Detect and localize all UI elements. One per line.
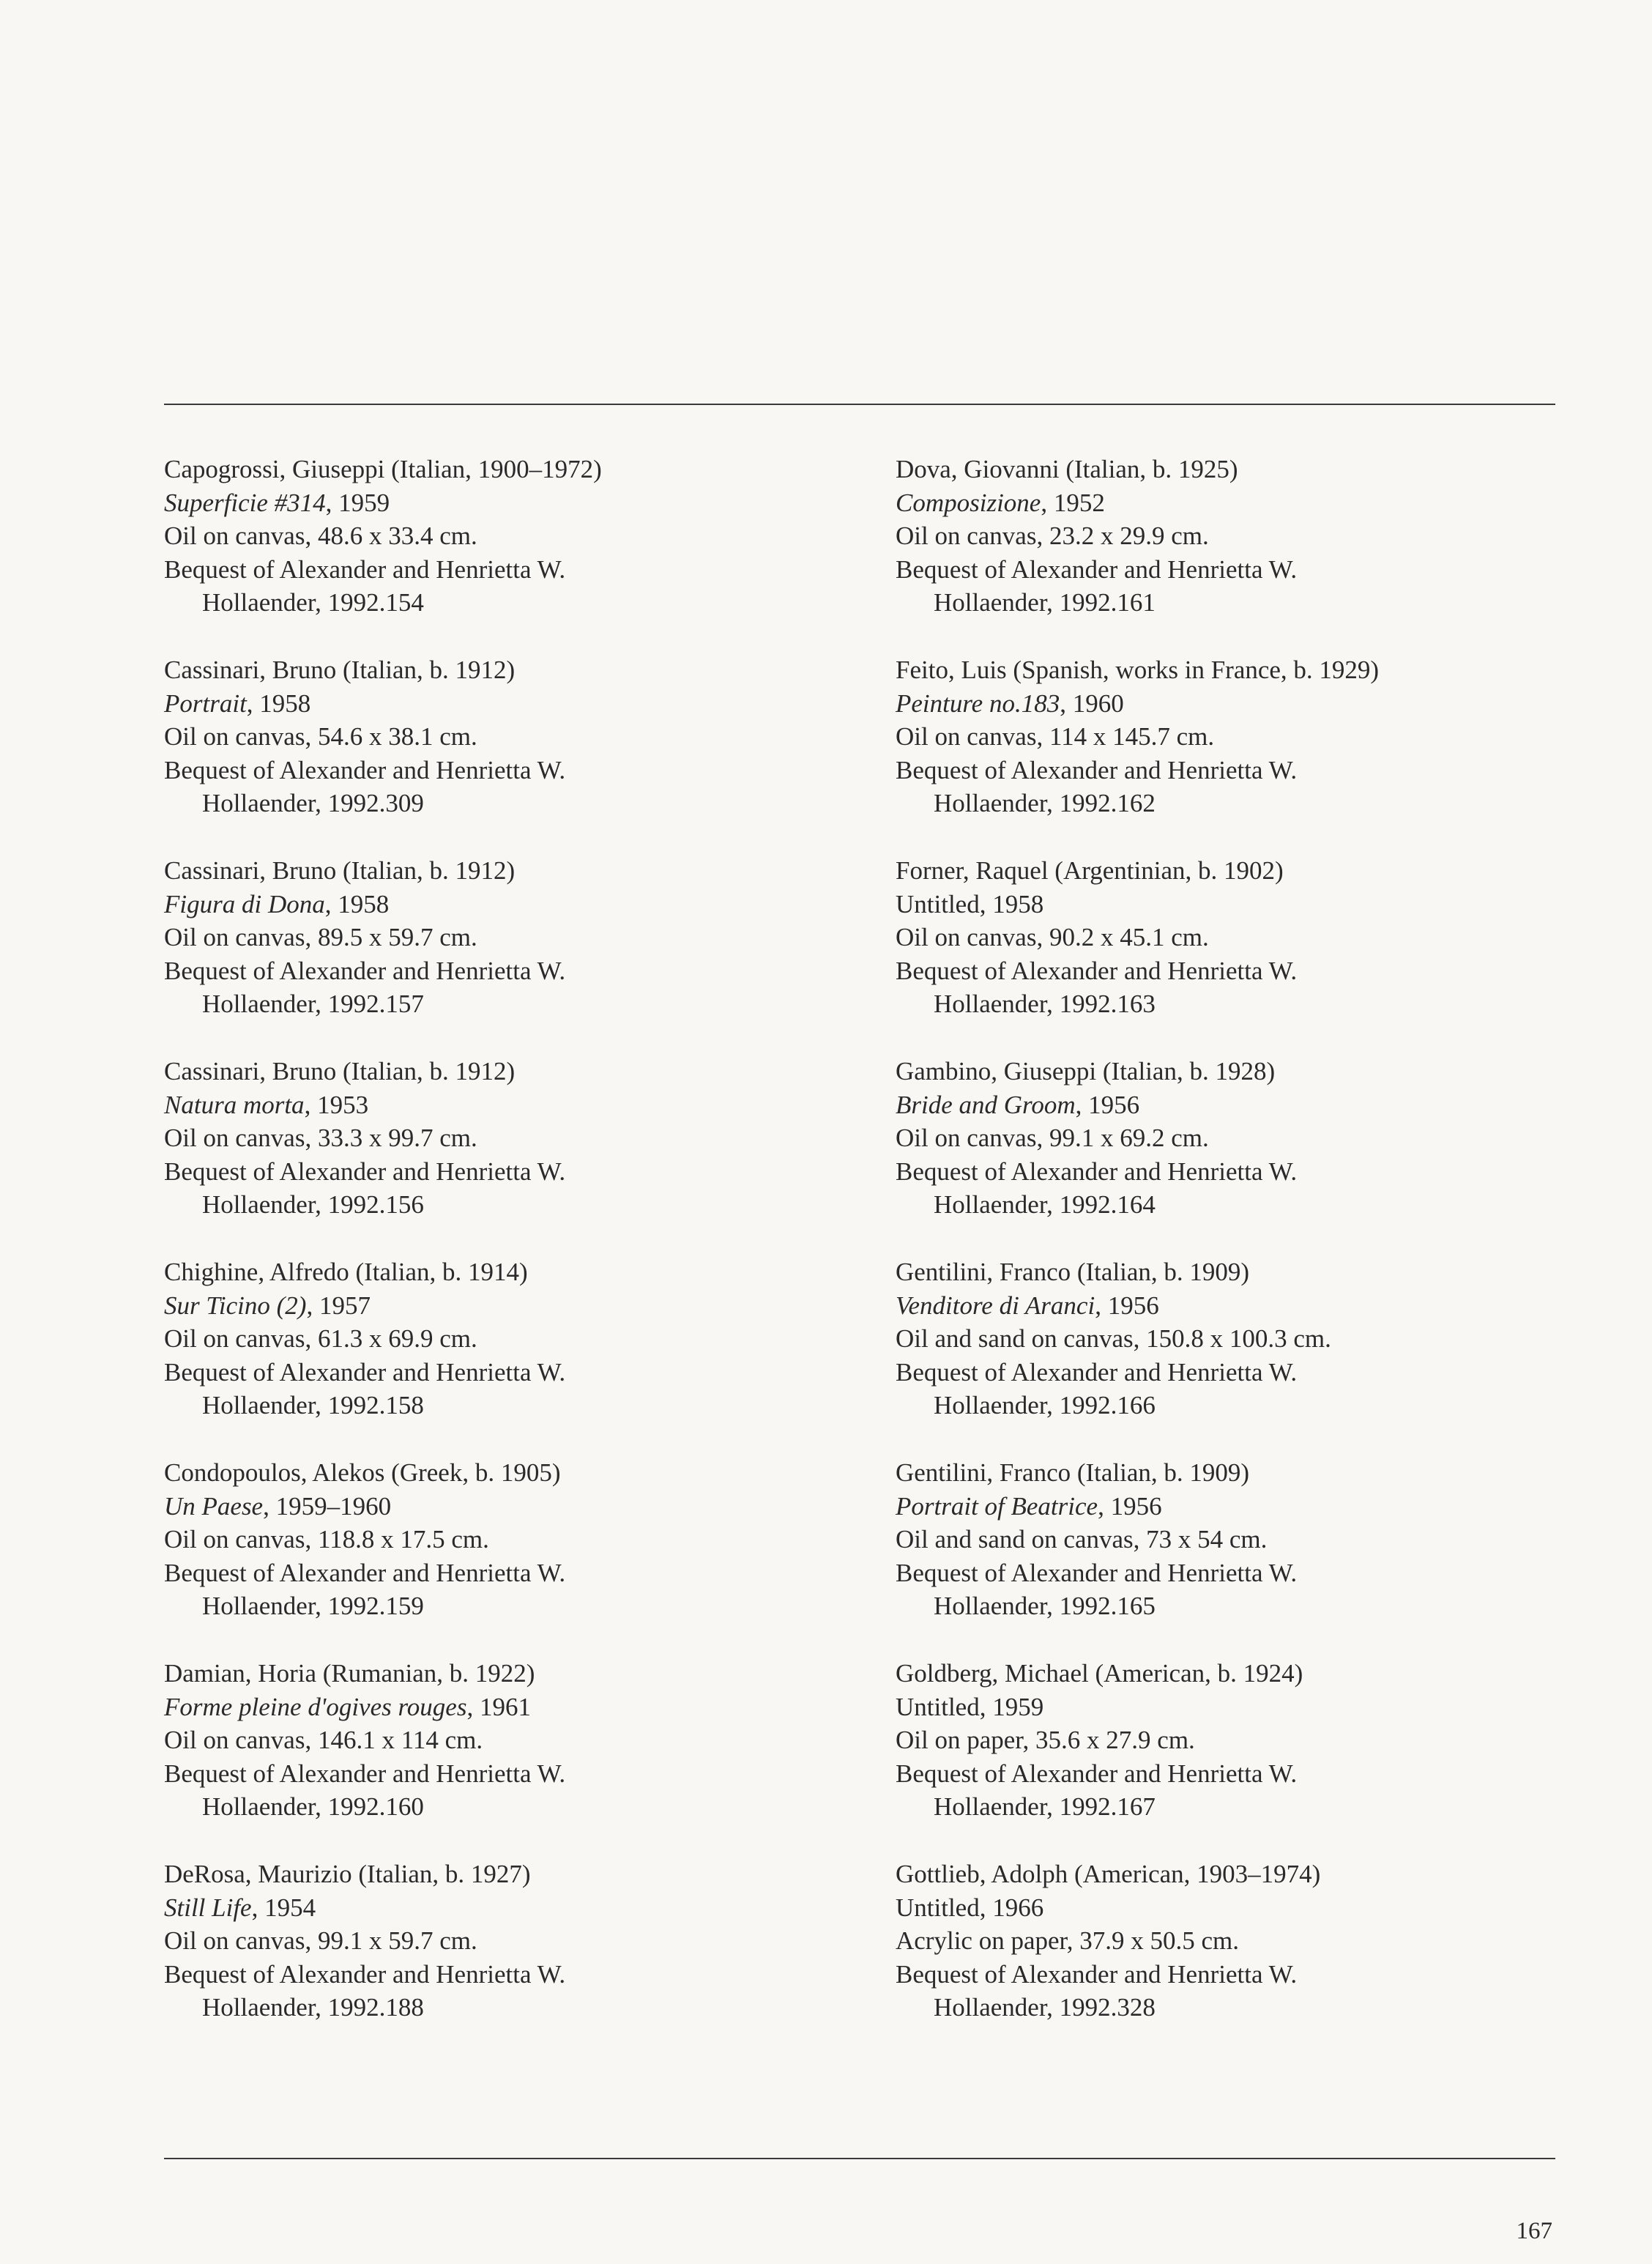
catalog-entry xyxy=(896,1857,1577,2058)
entry-title-line xyxy=(896,1289,1577,1323)
entry-credit: Bequest of Alexander and Henrietta W. xyxy=(896,1558,1298,1587)
entry-credit-cont: Hollaender, 1992.164 xyxy=(934,1190,1156,1219)
entry-title-line xyxy=(896,687,1577,721)
catalog-entry xyxy=(896,854,1577,1055)
entry-date: , 1961 xyxy=(466,1692,531,1721)
entry-title-line xyxy=(164,1289,845,1323)
entry-artist: Forner, Raquel (Argentinian, b. 1902) xyxy=(896,856,1284,885)
entry-credit-cont: Hollaender, 1992.167 xyxy=(934,1792,1156,1821)
entry-credit: Bequest of Alexander and Henrietta W. xyxy=(896,1959,1298,1989)
entry-artist: Damian, Horia (Rumanian, b. 1922) xyxy=(164,1659,535,1688)
entry-date: Untitled, 1959 xyxy=(896,1692,1044,1721)
entry-artist: Gentilini, Franco (Italian, b. 1909) xyxy=(896,1258,1250,1286)
entry-date: , 1956 xyxy=(1095,1291,1159,1320)
entry-credit-cont: Hollaender, 1992.188 xyxy=(202,1993,424,2022)
entry-title-line xyxy=(896,1088,1577,1122)
catalog-entry xyxy=(164,453,845,653)
entry-credit: Bequest of Alexander and Henrietta W. xyxy=(164,1759,566,1788)
entry-title-line xyxy=(896,1490,1577,1523)
entry-title-line xyxy=(164,1088,845,1122)
entry-title: Peinture no.183 xyxy=(896,689,1060,718)
entry-title: Composizione xyxy=(896,488,1041,517)
entry-credit-cont: Hollaender, 1992.165 xyxy=(934,1592,1156,1620)
catalog-entry xyxy=(896,653,1577,854)
entry-medium: Oil on canvas, 146.1 x 114 cm. xyxy=(164,1726,483,1754)
entry-artist: Cassinari, Bruno (Italian, b. 1912) xyxy=(164,656,516,684)
entry-medium: Oil on canvas, 118.8 x 17.5 cm. xyxy=(164,1525,489,1554)
right-column xyxy=(896,453,1577,2058)
entry-medium: Oil on canvas, 90.2 x 45.1 cm. xyxy=(896,923,1209,951)
entry-title: Natura morta xyxy=(164,1090,305,1119)
catalog-entry xyxy=(164,1055,845,1255)
catalog-entry xyxy=(164,653,845,854)
entry-medium: Oil on paper, 35.6 x 27.9 cm. xyxy=(896,1726,1195,1754)
entry-title: Un Paese xyxy=(164,1491,264,1521)
entry-title: Portrait xyxy=(164,689,247,718)
entry-date: , 1959 xyxy=(325,488,390,517)
entry-artist: Condopoulos, Alekos (Greek, b. 1905) xyxy=(164,1458,561,1487)
entry-credit: Bequest of Alexander and Henrietta W. xyxy=(164,1558,566,1587)
entry-medium: Oil on canvas, 114 x 145.7 cm. xyxy=(896,722,1215,751)
entry-artist: Chighine, Alfredo (Italian, b. 1914) xyxy=(164,1258,528,1286)
entry-credit: Bequest of Alexander and Henrietta W. xyxy=(896,554,1298,584)
entry-artist: Gottlieb, Adolph (American, 1903–1974) xyxy=(896,1860,1321,1888)
entry-credit-cont: Hollaender, 1992.161 xyxy=(934,588,1156,617)
entry-credit-cont: Hollaender, 1992.160 xyxy=(202,1792,424,1821)
entry-title: Superficie #314 xyxy=(164,488,326,517)
entry-title-line xyxy=(896,1891,1577,1925)
entry-title: Figura di Dona xyxy=(164,889,325,918)
catalog-entry xyxy=(896,1255,1577,1456)
entry-artist: Capogrossi, Giuseppi (Italian, 1900–1972) xyxy=(164,455,602,483)
catalog-entry xyxy=(896,1657,1577,1857)
entry-title: Portrait of Beatrice xyxy=(896,1491,1098,1521)
entry-artist: Gambino, Giuseppi (Italian, b. 1928) xyxy=(896,1057,1276,1085)
entry-title-line xyxy=(896,1690,1577,1724)
entry-credit-cont: Hollaender, 1992.309 xyxy=(202,789,424,817)
entry-medium: Oil on canvas, 61.3 x 69.9 cm. xyxy=(164,1324,477,1353)
entry-medium: Oil on canvas, 48.6 x 33.4 cm. xyxy=(164,522,477,550)
entry-date: Untitled, 1958 xyxy=(896,889,1044,918)
entry-credit: Bequest of Alexander and Henrietta W. xyxy=(896,755,1298,784)
entry-credit-cont: Hollaender, 1992.166 xyxy=(934,1391,1156,1419)
entry-title: Still Life xyxy=(164,1893,252,1922)
catalog-entry xyxy=(164,1456,845,1657)
left-column xyxy=(164,453,845,2058)
entry-medium: Oil and sand on canvas, 150.8 x 100.3 cm. xyxy=(896,1324,1331,1353)
entry-artist: DeRosa, Maurizio (Italian, b. 1927) xyxy=(164,1860,531,1888)
entry-title-line xyxy=(164,687,845,721)
entry-artist: Cassinari, Bruno (Italian, b. 1912) xyxy=(164,1057,516,1085)
entry-title: Bride and Groom xyxy=(896,1090,1076,1119)
catalog-entry xyxy=(164,1255,845,1456)
entry-medium: Acrylic on paper, 37.9 x 50.5 cm. xyxy=(896,1926,1240,1955)
top-rule xyxy=(164,404,1555,405)
entry-title-line xyxy=(164,888,845,921)
entry-date: , 1956 xyxy=(1098,1491,1162,1521)
entry-credit-cont: Hollaender, 1992.162 xyxy=(934,789,1156,817)
entry-date: , 1959–1960 xyxy=(263,1491,392,1521)
entry-medium: Oil on canvas, 89.5 x 59.7 cm. xyxy=(164,923,477,951)
entry-date: Untitled, 1966 xyxy=(896,1893,1044,1922)
entry-credit: Bequest of Alexander and Henrietta W. xyxy=(164,1157,566,1186)
catalog-entry xyxy=(896,1456,1577,1657)
entry-title: Sur Ticino (2) xyxy=(164,1291,307,1320)
entry-date: , 1957 xyxy=(306,1291,371,1320)
entry-credit-cont: Hollaender, 1992.157 xyxy=(202,990,424,1018)
entry-medium: Oil on canvas, 99.1 x 59.7 cm. xyxy=(164,1926,477,1955)
entry-credit: Bequest of Alexander and Henrietta W. xyxy=(164,956,566,985)
entry-title-line xyxy=(164,1690,845,1724)
entry-title-line xyxy=(896,888,1577,921)
entry-credit: Bequest of Alexander and Henrietta W. xyxy=(164,1959,566,1989)
entry-date: , 1954 xyxy=(251,1893,316,1922)
entry-credit-cont: Hollaender, 1992.156 xyxy=(202,1190,424,1219)
entry-credit-cont: Hollaender, 1992.328 xyxy=(934,1993,1156,2022)
entry-credit-cont: Hollaender, 1992.159 xyxy=(202,1592,424,1620)
entry-medium: Oil on canvas, 99.1 x 69.2 cm. xyxy=(896,1124,1209,1152)
entry-medium: Oil on canvas, 23.2 x 29.9 cm. xyxy=(896,522,1209,550)
entry-credit: Bequest of Alexander and Henrietta W. xyxy=(164,755,566,784)
catalog-entry xyxy=(896,453,1577,653)
entry-credit: Bequest of Alexander and Henrietta W. xyxy=(164,554,566,584)
entry-credit: Bequest of Alexander and Henrietta W. xyxy=(164,1357,566,1387)
entry-date: , 1952 xyxy=(1041,488,1105,517)
entry-credit-cont: Hollaender, 1992.158 xyxy=(202,1391,424,1419)
entry-title-line xyxy=(164,1891,845,1925)
entry-artist: Goldberg, Michael (American, b. 1924) xyxy=(896,1659,1303,1688)
entry-date: , 1960 xyxy=(1060,689,1124,718)
entry-credit: Bequest of Alexander and Henrietta W. xyxy=(896,1759,1298,1788)
entry-credit: Bequest of Alexander and Henrietta W. xyxy=(896,1357,1298,1387)
page-number: 167 xyxy=(1516,2218,1552,2244)
catalog-entry xyxy=(164,854,845,1055)
bottom-rule xyxy=(164,2158,1555,2159)
entry-title-line xyxy=(164,1490,845,1523)
entry-medium: Oil on canvas, 54.6 x 38.1 cm. xyxy=(164,722,477,751)
entry-title: Venditore di Aranci xyxy=(896,1291,1095,1320)
entry-credit-cont: Hollaender, 1992.154 xyxy=(202,588,424,617)
catalog-entry xyxy=(164,1857,845,2058)
catalog-entry xyxy=(164,1657,845,1857)
catalog-entry xyxy=(896,1055,1577,1255)
entry-artist: Dova, Giovanni (Italian, b. 1925) xyxy=(896,455,1238,483)
entry-credit: Bequest of Alexander and Henrietta W. xyxy=(896,1157,1298,1186)
entry-date: , 1958 xyxy=(324,889,390,918)
entry-date: , 1956 xyxy=(1075,1090,1140,1119)
entry-credit-cont: Hollaender, 1992.163 xyxy=(934,990,1156,1018)
entry-title-line xyxy=(164,486,845,520)
entry-medium: Oil on canvas, 33.3 x 99.7 cm. xyxy=(164,1124,477,1152)
entry-artist: Feito, Luis (Spanish, works in France, b. 1929) xyxy=(896,656,1380,684)
entry-date: , 1958 xyxy=(246,689,311,718)
entry-title: Forme pleine d'ogives rouges xyxy=(164,1692,467,1721)
entry-credit: Bequest of Alexander and Henrietta W. xyxy=(896,956,1298,985)
entry-title-line xyxy=(896,486,1577,520)
entry-date: , 1953 xyxy=(304,1090,369,1119)
entry-artist: Cassinari, Bruno (Italian, b. 1912) xyxy=(164,856,516,885)
entry-medium: Oil and sand on canvas, 73 x 54 cm. xyxy=(896,1525,1268,1554)
entry-artist: Gentilini, Franco (Italian, b. 1909) xyxy=(896,1458,1250,1487)
